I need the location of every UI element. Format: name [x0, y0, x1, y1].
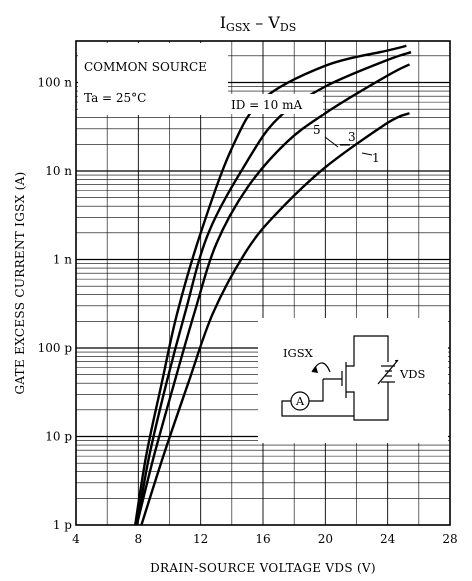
- series-label-5: 5: [313, 123, 321, 137]
- circuit-inset: [258, 318, 448, 443]
- x-tick-label: 24: [380, 532, 396, 546]
- y-tick-label: 100 n: [37, 75, 72, 90]
- x-axis-label: DRAIN-SOURCE VOLTAGE VDS (V): [150, 561, 376, 575]
- y-tick-label: 1 p: [52, 518, 72, 532]
- chart-title: IGSX – VDS: [219, 13, 297, 34]
- x-tick-label: 4: [72, 532, 80, 546]
- series-label-3: 3: [348, 130, 356, 144]
- x-tick-label: 8: [134, 532, 143, 546]
- y-axis-label: GATE EXCESS CURRENT IGSX (A): [13, 171, 27, 395]
- x-tick-label: 16: [255, 532, 271, 546]
- circuit-voltage-label: VDS: [400, 367, 426, 381]
- y-tick-label: 100 p: [37, 341, 72, 355]
- x-tick-label: 20: [317, 532, 333, 546]
- x-tick-label: 12: [193, 532, 209, 546]
- label-leader-5: [325, 137, 338, 147]
- y-tick-labels: [38, 76, 73, 533]
- series-line-5: [137, 52, 411, 525]
- condition-text-2: Ta = 25°C: [84, 91, 147, 105]
- y-tick-label: 1 n: [52, 252, 72, 267]
- x-tick-labels: [72, 532, 457, 546]
- ammeter-icon: A: [295, 394, 305, 408]
- label-leader-1: [362, 153, 372, 155]
- x-tick-label: 28: [442, 532, 458, 546]
- id-label: ID = 10 mA: [231, 98, 303, 112]
- y-tick-label: 10 p: [45, 429, 72, 444]
- series-label-1: 1: [372, 151, 380, 165]
- circuit-current-label: IGSX: [283, 346, 313, 360]
- condition-text-1: COMMON SOURCE: [84, 60, 207, 74]
- y-tick-label: 10 n: [45, 164, 72, 178]
